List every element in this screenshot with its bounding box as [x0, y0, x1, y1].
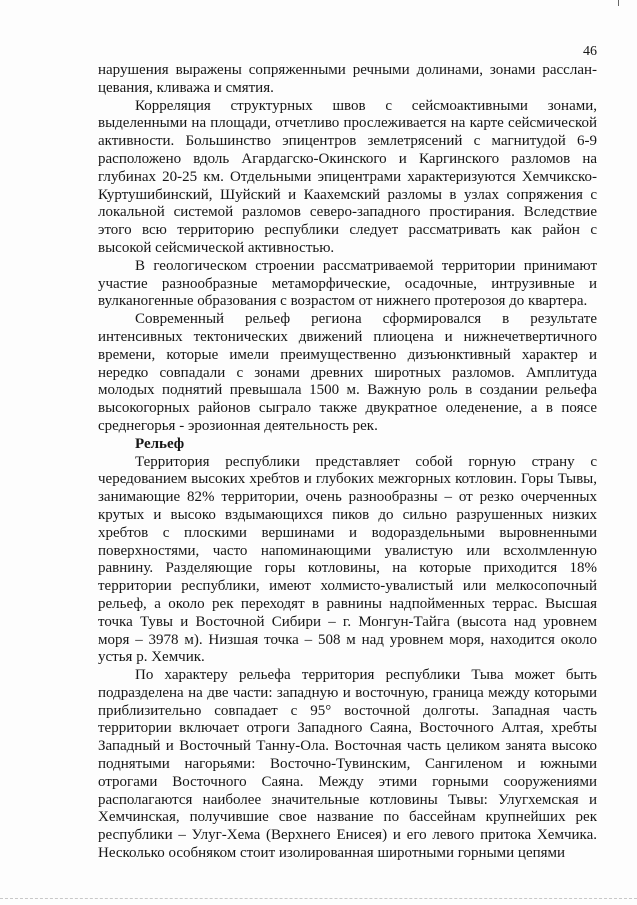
paragraph-seismic-activity: Корреляция структурных швов с сейсмоактивными зонами, выделенными на площади, отчетливо прослеживается на карте сейсмической активности. Большинство эпицентров землетрясений с магнитудой 6-9 расположено вдоль Агардагско-Окинского и Каргинского разломов на глубинах 20-25 км. Отдельными эпицентрами характеризуются Хемчикско-Куртушибинский, Шуйский и Каахемский разломы в узлах сопряжения с локальной системой разломов северо-западного простирания. Вследствие этого всю территорию республики следует рассматривать как район с высокой сейсмической активностью.	[98, 97, 597, 256]
paragraph-west-east-division: По характеру рельефа территория республики Тыва может быть подразделена на две части: западную и восточную, граница между которыми приблизительно совпадает с 95° восточной долготы. Западная часть территории включает отроги Западного Саяна, Восточного Алтая, хребты Западный и Восточный Танну-Ола. Восточная часть целиком занята высоко поднятыми нагорьями: Восточно-Тувинским, Сангиленом и южными отрогами Восточного Саяна. Между этими горными сооружениями располагаются наиболее значительные котловины Тывы: Улугхемская и Хемчинская, получившие свое название по бассейнам крупнейших рек республики – Улуг-Хема (Верхнего Енисея) и его левого притока Хемчика. Несколько особняком стоит изолированная широтными горными цепями	[98, 667, 597, 862]
document-body	[98, 62, 597, 863]
paragraph-mountain-country: Территория республики представляет собой горную страну с чередованием высоких хребтов и глубоких межгорных котловин. Горы Тывы, занимающие 82% территории, очень разнообразны – от резко очерченных крутых и высоко вздымающихся пиков до сильно разрушенных низких хребтов с плоскими вершинами и водораздельными выровненными поверхностями, часто напоминающими увалистую или всхолмленную равнину. Разделяющие горы котловины, на которые приходится 18% территории республики, имеют холмисто-увалистый или мелкосопочный рельеф, а около рек переходят в равнины надпойменных террас. Высшая точка Тувы и Восточной Сибири – г. Монгун-Тайга (высота над уровнем моря – 3978 м). Низшая точка – 508 м над уровнем моря, находится около устья р. Хемчик.	[98, 453, 597, 666]
scan-edge-line	[0, 898, 637, 899]
paragraph-modern-relief: Современный рельеф региона сформировался в результате интенсивных тектонических движений плиоцена и нижнечетвертичного времени, которые имели преимущественно дизъюнктивный характер и нередко совпадали с зонами древних широтных разломов. Амплитуда молодых поднятий превышала 1500 м. Важную роль в создании рельефа высокогорных районов сыграло также двукратное оледенение, а в поясе среднегорья - эрозионная деятельность рек.	[98, 311, 597, 434]
paragraph-faults-continuation: нарушения выражены сопряженными речными долинами, зонами рассланцевания, кливажа и смятия.	[98, 62, 597, 96]
section-heading-relief: Рельеф	[135, 435, 185, 452]
page-number: 46	[583, 44, 597, 59]
top-edge-mark	[618, 0, 619, 6]
paragraph-geological-structure: В геологическом строении рассматриваемой территории принимают участие разнообразные метаморфические, осадочные, интрузивные и вулканогенные образования с возрастом от нижнего протерозоя до квартера.	[98, 257, 597, 310]
